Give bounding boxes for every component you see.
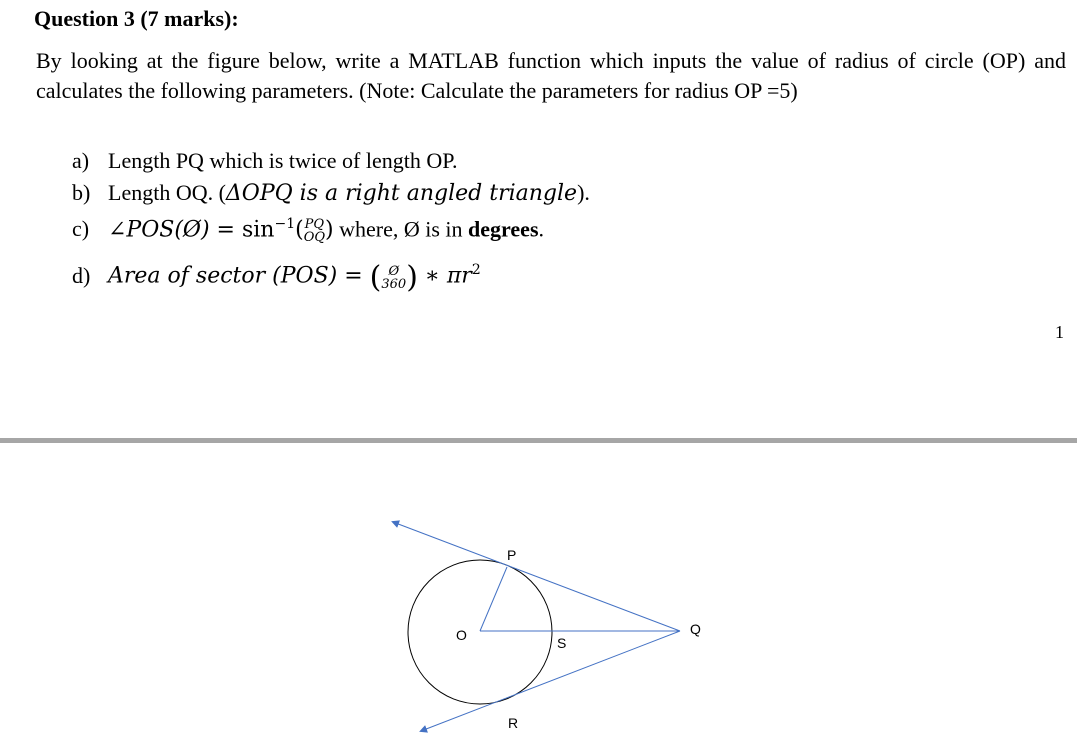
item-d-rhs: ∗ πr: [417, 263, 472, 289]
item-c-label: c): [72, 216, 90, 242]
item-c-close-paren: ): [325, 217, 334, 243]
item-b-label: b): [72, 180, 91, 205]
item-a-text: Length PQ which is twice of length OP.: [108, 148, 458, 173]
item-c-open-paren: (: [295, 217, 304, 243]
item-c-tail: where, Ø is in: [333, 216, 469, 242]
label-s: S: [557, 635, 567, 651]
item-c-eq: = sin: [209, 217, 275, 243]
label-o: O: [456, 627, 467, 643]
label-q: Q: [690, 621, 701, 637]
item-c-end: .: [538, 216, 545, 242]
item-d-close-paren: ): [406, 260, 418, 295]
item-c-exp: −1: [274, 216, 296, 232]
item-d-eq: =: [337, 263, 370, 289]
item-d-exp: 2: [471, 262, 481, 279]
item-c-frac-num: PQ: [304, 217, 325, 233]
page-number: 1: [1055, 322, 1064, 342]
item-d-frac-num: Ø: [388, 263, 400, 279]
item-d-frac-den: 360: [381, 276, 407, 292]
item-d-lhs: Area of sector (POS): [108, 263, 338, 289]
tangent-line-upper: [393, 522, 680, 631]
item-b-math: ΔOPQ is a right angled triangle: [225, 181, 578, 206]
circle-outline: [408, 560, 552, 704]
label-p: P: [507, 547, 517, 563]
label-r: R: [508, 715, 519, 731]
item-b-close: ).: [577, 180, 590, 205]
question-heading: Question 3 (7 marks):: [34, 6, 239, 31]
item-c-frac-den: OQ: [303, 230, 326, 246]
item-c-lhs: ∠POS(Ø): [108, 217, 210, 243]
item-b-text: Length OQ. (: [108, 180, 226, 205]
line-op: [480, 567, 507, 631]
item-c-bold: degrees: [468, 216, 539, 242]
question-intro: By looking at the figure below, write a MATLAB function which inputs the value of radius of circle (OP) and calculates the following parameters. (Note: Calculate the parameters for radius OP =5): [36, 48, 1066, 103]
item-d-label: d): [72, 262, 91, 288]
item-a-label: a): [72, 148, 90, 173]
item-d-open-paren: (: [369, 260, 382, 295]
